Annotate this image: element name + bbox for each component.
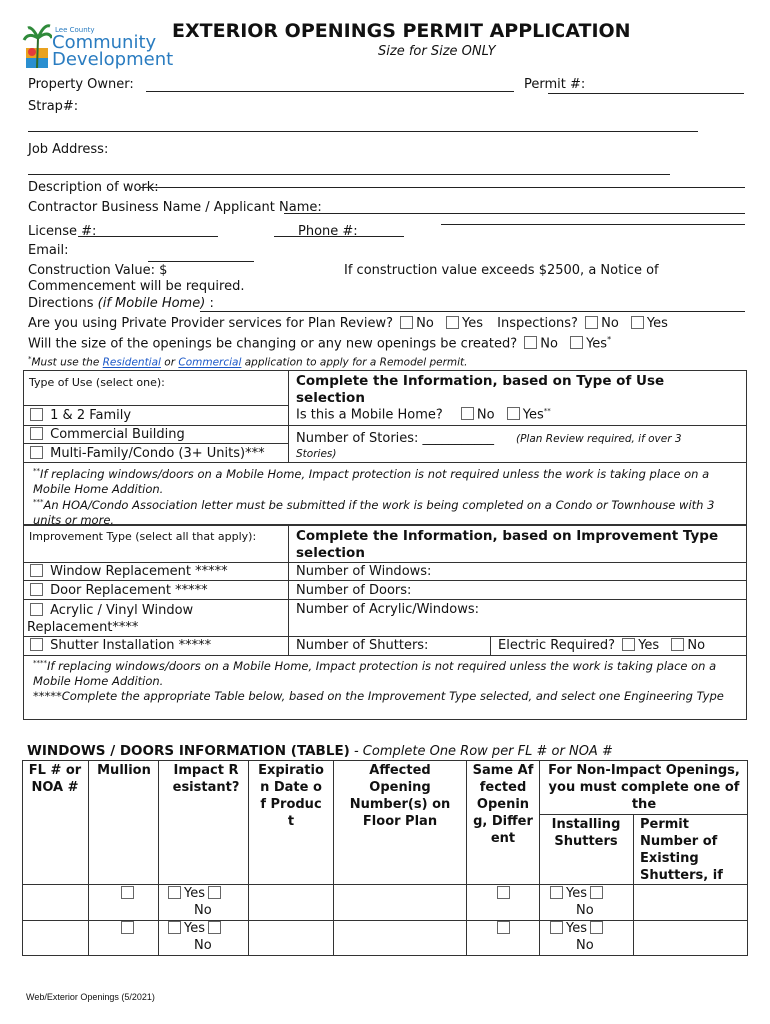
email-label: Email:	[28, 243, 69, 258]
residential-link[interactable]: Residential	[102, 356, 161, 369]
type-of-use-label: Type of Use (select one):	[29, 376, 165, 389]
use-option-3[interactable]: Multi-Family/Condo (3+ Units)***	[27, 446, 265, 461]
email-field[interactable]	[148, 261, 254, 262]
private-provider-yes-checkbox[interactable]	[446, 316, 459, 329]
col-expiration: Expiration Date of Product	[258, 763, 324, 829]
improvement-option-1[interactable]: Window Replacement *****	[27, 564, 228, 579]
license-label: License #:	[28, 224, 97, 239]
window-replacement-checkbox[interactable]	[30, 564, 43, 577]
inspections-yes-checkbox[interactable]	[631, 316, 644, 329]
job-address-field[interactable]	[28, 174, 670, 175]
use-option-1[interactable]: 1 & 2 Family	[27, 408, 131, 423]
contractor-field[interactable]	[284, 213, 745, 214]
row2-impact: Yes No	[168, 920, 224, 954]
improvement-option-2[interactable]: Door Replacement *****	[27, 583, 208, 598]
improvement-option-4[interactable]: Shutter Installation *****	[27, 638, 211, 653]
logo	[22, 18, 174, 72]
col-permit-number: Permit Number of Existing Shutters, if	[640, 817, 723, 883]
permit-no-label: Permit #:	[524, 77, 586, 92]
windows-table-title: WINDOWS / DOORS INFORMATION (TABLE) - Complete One Row per FL # or NOA #	[27, 743, 613, 759]
acrylic-window-checkbox[interactable]	[30, 603, 43, 616]
mobile-home-question: Is this a Mobile Home? No Yes**	[296, 407, 551, 423]
page-title: EXTERIOR OPENINGS PERMIT APPLICATION	[172, 20, 631, 42]
row2-impact-yes-checkbox[interactable]	[168, 921, 181, 934]
inspections-no-checkbox[interactable]	[585, 316, 598, 329]
use-option-3-checkbox[interactable]	[30, 446, 43, 459]
improvement-label: Improvement Type (select all that apply):	[29, 530, 257, 543]
num-acrylic-label: Number of Acrylic/Windows:	[296, 602, 480, 617]
description-label: Description of work:	[28, 180, 159, 195]
row2-shutters: Yes No	[550, 920, 606, 954]
size-change-no-checkbox[interactable]	[524, 336, 537, 349]
directions-label: Directions (if Mobile Home) :	[28, 296, 214, 311]
use-option-2[interactable]: Commercial Building	[27, 427, 185, 442]
license-field[interactable]	[78, 236, 218, 237]
mobile-no-checkbox[interactable]	[461, 407, 474, 420]
col-fl-noa: FL # or NOA #	[28, 763, 82, 795]
num-windows-label: Number of Windows:	[296, 564, 432, 579]
size-change-yes-checkbox[interactable]	[570, 336, 583, 349]
contractor-field-2[interactable]	[441, 224, 745, 225]
row2-impact-no-checkbox[interactable]	[208, 921, 221, 934]
col-installing-shutters: Installing Shutters	[551, 817, 621, 849]
phone-label: Phone #:	[298, 224, 358, 239]
permit-no-field[interactable]	[548, 93, 744, 94]
page-subtitle: Size for Size ONLY	[378, 44, 496, 59]
palm-tree-icon	[22, 20, 52, 70]
col-impact: Impact Resistant?	[172, 763, 240, 795]
strap-field[interactable]	[28, 131, 698, 132]
property-owner-label: Property Owner:	[28, 77, 134, 92]
type-of-use-heading: Complete the Information, based on Type of Use selection	[296, 373, 665, 406]
property-owner-field[interactable]	[146, 91, 514, 92]
logo-line1: Community	[52, 32, 157, 53]
commercial-link[interactable]: Commercial	[178, 356, 242, 369]
col-same-affected: Same Affected Opening, Different	[472, 763, 534, 846]
description-field[interactable]	[140, 187, 745, 188]
private-provider-no-checkbox[interactable]	[400, 316, 413, 329]
logo-county: Lee County	[55, 26, 95, 34]
improvement-note-1: ****If replacing windows/doors on a Mobile Home, Impact protection is not required unless the work is taking place on a Mobile Home Addition.	[33, 658, 717, 688]
improvement-heading: Complete the Information, based on Improvement Type selection	[296, 528, 719, 561]
row1-mullion-checkbox[interactable]	[121, 886, 134, 899]
contractor-label: Contractor Business Name / Applicant Name:	[28, 200, 322, 215]
use-note-2: ***An HOA/Condo Association letter must be submitted if the work is being completed on a Condo or Townhouse with 3 units or more.	[33, 497, 715, 527]
size-change-question: Will the size of the openings be changing or any new openings be created? No Yes*	[28, 335, 612, 352]
row1-impact-no-checkbox[interactable]	[208, 886, 221, 899]
mobile-yes-checkbox[interactable]	[507, 407, 520, 420]
row1-shutters-no-checkbox[interactable]	[590, 886, 603, 899]
use-note-1: **If replacing windows/doors on a Mobile Home, Impact protection is not required unless the work is taking place on a Mobile Home Addition.	[33, 466, 710, 496]
num-shutters-label: Number of Shutters:	[296, 638, 429, 653]
row1-shutters: Yes No	[550, 885, 606, 919]
row2-mullion-checkbox[interactable]	[121, 921, 134, 934]
job-address-label: Job Address:	[28, 142, 109, 157]
strap-label: Strap#:	[28, 99, 79, 114]
row2-shutters-no-checkbox[interactable]	[590, 921, 603, 934]
must-use-note: *Must use the Residential or Commercial application to apply for a Remodel permit.	[28, 355, 468, 369]
use-option-1-checkbox[interactable]	[30, 408, 43, 421]
notice-line-2: Commencement will be required.	[28, 279, 245, 294]
logo-line2: Development	[52, 49, 174, 70]
stories-label: Number of Stories: ___________	[296, 431, 495, 446]
row2-same-checkbox[interactable]	[497, 921, 510, 934]
improvement-note-2: *****Complete the appropriate Table below, based on the Improvement Type selected, and select one Engineering Type	[33, 689, 724, 703]
row2-shutters-yes-checkbox[interactable]	[550, 921, 563, 934]
stories-note: (Plan Review required, if over 3 Stories)	[296, 433, 682, 460]
row1-same-checkbox[interactable]	[497, 886, 510, 899]
construction-value-label: Construction Value: $	[28, 263, 168, 278]
use-option-2-checkbox[interactable]	[30, 427, 43, 440]
electric-required: Electric Required? Yes No	[498, 638, 706, 653]
electric-yes-checkbox[interactable]	[622, 638, 635, 651]
electric-no-checkbox[interactable]	[671, 638, 684, 651]
num-doors-label: Number of Doors:	[296, 583, 412, 598]
shutter-installation-checkbox[interactable]	[30, 638, 43, 651]
private-provider-question: Are you using Private Provider services for Plan Review? No Yes Inspections? No Yes	[28, 316, 668, 331]
directions-field[interactable]	[200, 311, 745, 312]
row1-impact-yes-checkbox[interactable]	[168, 886, 181, 899]
col-affected: Affected Opening Number(s) on Floor Plan	[349, 763, 451, 829]
col-mullion: Mullion	[97, 763, 151, 778]
phone-field[interactable]	[274, 236, 404, 237]
improvement-option-3[interactable]: Acrylic / Vinyl Window Replacement****	[27, 603, 194, 635]
notice-line-1: If construction value exceeds $2500, a Notice of	[344, 263, 659, 278]
row1-impact: Yes No	[168, 885, 224, 919]
door-replacement-checkbox[interactable]	[30, 583, 43, 596]
col-non-impact: For Non-Impact Openings, you must complete one of the	[548, 763, 740, 812]
row1-shutters-yes-checkbox[interactable]	[550, 886, 563, 899]
footer: Web/Exterior Openings (5/2021)	[26, 992, 155, 1002]
